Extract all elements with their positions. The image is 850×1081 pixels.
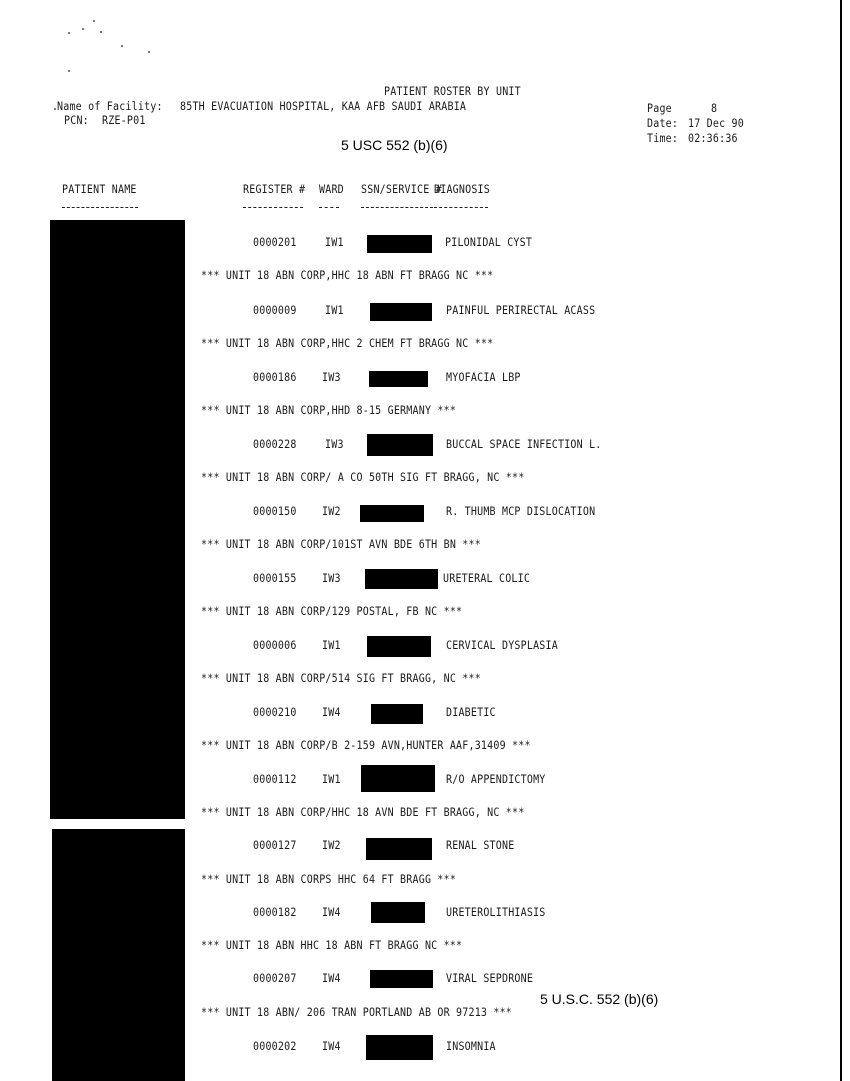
ssn-redaction bbox=[371, 902, 425, 923]
unit-line: *** UNIT 18 ABN CORP/ A CO 50TH SIG FT BRAGG, NC *** bbox=[201, 472, 525, 485]
ward: IW4 bbox=[322, 707, 341, 720]
unit-line: *** UNIT 18 ABN CORP/HHC 18 AVN BDE FT BRAGG, NC *** bbox=[201, 807, 525, 820]
ward: IW4 bbox=[322, 907, 341, 920]
ssn-redaction bbox=[367, 636, 431, 657]
unit-line: *** UNIT 18 ABN CORP/129 POSTAL, FB NC *** bbox=[201, 606, 463, 619]
col-underline bbox=[434, 207, 488, 208]
register-number: 0000112 bbox=[253, 774, 297, 787]
register-number: 0000009 bbox=[253, 305, 297, 318]
unit-line: *** UNIT 18 ABN CORPS HHC 64 FT BRAGG *** bbox=[201, 874, 457, 887]
unit-line: *** UNIT 18 ABN HHC 18 ABN FT BRAGG NC *** bbox=[201, 940, 463, 953]
register-number: 0000186 bbox=[253, 372, 297, 385]
col-underline bbox=[319, 207, 339, 208]
col-diagnosis: DIAGNOSIS bbox=[434, 184, 490, 197]
ssn-redaction bbox=[367, 235, 432, 253]
register-number: 0000201 bbox=[253, 237, 297, 250]
ward: IW1 bbox=[322, 774, 341, 787]
ward: IW1 bbox=[322, 640, 341, 653]
scan-speck bbox=[148, 51, 150, 53]
diagnosis: RENAL STONE bbox=[446, 840, 515, 853]
scan-speck bbox=[68, 70, 70, 72]
diagnosis: URETEROLITHIASIS bbox=[446, 907, 546, 920]
col-underline bbox=[361, 207, 433, 208]
diagnosis: PAINFUL PERIRECTAL ACASS bbox=[446, 305, 596, 318]
time-label: Time: bbox=[647, 133, 679, 146]
time-value: 02:36:36 bbox=[688, 133, 738, 146]
col-register: REGISTER # bbox=[243, 184, 306, 197]
diagnosis: BUCCAL SPACE INFECTION L. bbox=[446, 439, 602, 452]
date-value: 17 Dec 90 bbox=[688, 118, 744, 131]
scan-speck bbox=[93, 20, 95, 22]
unit-line: *** UNIT 18 ABN CORP/514 SIG FT BRAGG, NC *** bbox=[201, 673, 481, 686]
ssn-redaction bbox=[370, 303, 432, 321]
register-number: 0000155 bbox=[253, 573, 297, 586]
ward: IW1 bbox=[325, 237, 344, 250]
ward: IW2 bbox=[322, 840, 341, 853]
ward: IW2 bbox=[322, 506, 341, 519]
diagnosis: URETERAL COLIC bbox=[443, 573, 531, 586]
ssn-redaction bbox=[369, 371, 428, 387]
ssn-redaction bbox=[371, 704, 423, 724]
col-patient-name: PATIENT NAME bbox=[62, 184, 137, 197]
facility-label: Name of Facility: bbox=[57, 101, 163, 114]
unit-line: *** UNIT 18 ABN CORP,HHC 2 CHEM FT BRAGG NC *** bbox=[201, 338, 494, 351]
diagnosis: DIABETIC bbox=[446, 707, 496, 720]
ward: IW4 bbox=[322, 973, 341, 986]
diagnosis: VIRAL SEPDRONE bbox=[446, 973, 534, 986]
exemption-stamp-bottom: 5 U.S.C. 552 (b)(6) bbox=[540, 991, 659, 1007]
col-ssn: SSN/SERVICE # bbox=[361, 184, 442, 197]
patient-name-redaction bbox=[52, 829, 185, 1081]
col-ward: WARD bbox=[319, 184, 344, 197]
exemption-stamp-top: 5 USC 552 (b)(6) bbox=[341, 137, 448, 153]
ward: IW3 bbox=[322, 573, 341, 586]
unit-line: *** UNIT 18 ABN CORP/B 2-159 AVN,HUNTER AAF,31409 *** bbox=[201, 740, 531, 753]
diagnosis: R. THUMB MCP DISLOCATION bbox=[446, 506, 596, 519]
ward: IW4 bbox=[322, 1041, 341, 1054]
ssn-redaction bbox=[370, 970, 433, 988]
facility-name: 85TH EVACUATION HOSPITAL, KAA AFB SAUDI ARABIA bbox=[180, 101, 467, 114]
ssn-redaction bbox=[366, 1035, 433, 1060]
ssn-redaction bbox=[367, 434, 433, 456]
page-label: Page bbox=[647, 103, 672, 116]
diagnosis: R/O APPENDICTOMY bbox=[446, 774, 546, 787]
scan-speck bbox=[54, 108, 56, 110]
pcn-label: PCN: bbox=[64, 115, 89, 128]
diagnosis: MYOFACIA LBP bbox=[446, 372, 521, 385]
unit-line: *** UNIT 18 ABN CORP,HHD 8-15 GERMANY *** bbox=[201, 405, 457, 418]
ward: IW1 bbox=[325, 305, 344, 318]
ward: IW3 bbox=[325, 439, 344, 452]
ssn-redaction bbox=[360, 505, 424, 522]
register-number: 0000127 bbox=[253, 840, 297, 853]
ssn-redaction bbox=[365, 569, 438, 589]
register-number: 0000202 bbox=[253, 1041, 297, 1054]
register-number: 0000228 bbox=[253, 439, 297, 452]
unit-line: *** UNIT 18 ABN CORP/101ST AVN BDE 6TH BN *** bbox=[201, 539, 481, 552]
register-number: 0000210 bbox=[253, 707, 297, 720]
register-number: 0000006 bbox=[253, 640, 297, 653]
col-underline bbox=[62, 207, 138, 208]
page-number: 8 bbox=[711, 103, 718, 116]
scan-speck bbox=[100, 31, 102, 33]
ward: IW3 bbox=[322, 372, 341, 385]
diagnosis: PILONIDAL CYST bbox=[445, 237, 533, 250]
unit-line: *** UNIT 18 ABN CORP,HHC 18 ABN FT BRAGG NC *** bbox=[201, 270, 494, 283]
date-label: Date: bbox=[647, 118, 679, 131]
unit-line: *** UNIT 18 ABN/ 206 TRAN PORTLAND AB OR 97213 *** bbox=[201, 1007, 513, 1020]
scan-speck bbox=[121, 45, 123, 47]
ssn-redaction bbox=[366, 838, 432, 860]
scan-speck bbox=[68, 32, 70, 34]
col-underline bbox=[243, 207, 303, 208]
diagnosis: CERVICAL DYSPLASIA bbox=[446, 640, 558, 653]
patient-name-redaction bbox=[50, 220, 185, 819]
register-number: 0000207 bbox=[253, 973, 297, 986]
scan-speck bbox=[82, 28, 84, 30]
register-number: 0000150 bbox=[253, 506, 297, 519]
pcn-value: RZE-P01 bbox=[102, 115, 146, 128]
page-edge-line bbox=[840, 0, 842, 1081]
report-title: PATIENT ROSTER BY UNIT bbox=[384, 86, 521, 99]
register-number: 0000182 bbox=[253, 907, 297, 920]
diagnosis: INSOMNIA bbox=[446, 1041, 496, 1054]
ssn-redaction bbox=[361, 765, 435, 792]
